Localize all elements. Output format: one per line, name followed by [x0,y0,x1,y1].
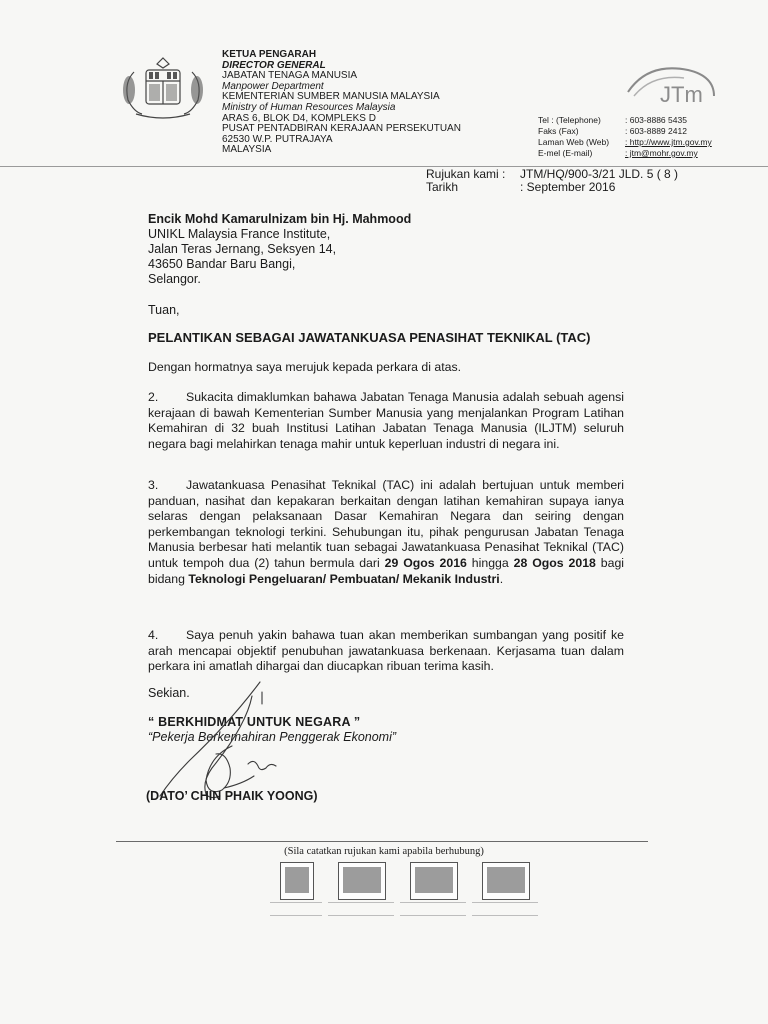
recipient-name: Encik Mohd Kamarulnizam bin Hj. Mahmood [148,212,412,226]
reference-label: Rujukan kami : [426,167,506,181]
recipient-address-line: Jalan Teras Jernang, Seksyen 14, [148,242,337,256]
paragraph-text: Sukacita dimaklumkan bahawa Jabatan Tenaga Manusia adalah sebuah agensi kerajaan di bawah Kementerian Sumber Manusia yang menjalankan Program Latihan Kemahiran di 32 buah Institusi Latihan Jabatan Tenaga Manusia (ILJTM) seluruh negara bagi melahirkan tenaga mahir untuk keperluan industri di negara ini. [148,390,624,451]
letterhead-line: MALAYSIA [222,144,272,156]
iso-certification-logo [400,862,466,920]
signatory-name: (DATO’ CHIN PHAIK YOONG) [146,789,318,803]
letterhead-line: JABATAN TENAGA MANUSIA [222,70,358,82]
paragraph-number: 4. [148,628,159,642]
letterhead-line: KEMENTERIAN SUMBER MANUSIA MALAYSIA [222,91,440,103]
letter-subject: PELANTIKAN SEBAGAI JAWATANKUASA PENASIHAT TEKNIKAL (TAC) [148,330,591,345]
contact-label: E-mel (E-mail) [538,148,593,158]
recipient-address-line: UNIKL Malaysia France Institute, [148,227,331,241]
contact-row [538,115,712,126]
jtm-logo-text: JTm [660,82,703,107]
paragraph-1: Dengan hormatnya saya merujuk kepada perkara di atas. [148,360,462,374]
contact-row [538,137,712,148]
letterhead-line: Ministry of Human Resources Malaysia [222,101,396,113]
contact-row [538,126,712,137]
paragraph-number: 2. [148,390,159,404]
motto: “ BERKHIDMAT UNTUK NEGARA ” [148,715,361,729]
contact-label: Laman Web (Web) [538,137,610,147]
contact-link[interactable]: : http://www.jtm.gov.my [625,137,712,147]
letterhead-line: Manpower Department [222,80,324,92]
reference-block [426,168,678,194]
letterhead-line: 62530 W.P. PUTRAJAYA [222,133,333,145]
end-date: 28 Ogos 2018 [513,555,596,570]
paragraph-number: 3. [148,478,159,492]
jtm-logo [620,62,720,120]
malaysia-crest-logo [116,54,210,126]
contact-link[interactable]: : jtm@mohr.gov.my [625,148,698,158]
reference-number: JTM/HQ/900-3/21 JLD. 5 ( 8 ) [520,167,679,181]
letterhead-line: KETUA PENGARAH [222,49,317,60]
recipient-block [148,212,411,287]
contact-label: Faks (Fax) [538,126,579,136]
closing-sekian: Sekian. [148,686,190,700]
start-date: 29 Ogos 2016 [384,555,467,570]
contact-value: : 603-8889 2412 [625,126,687,136]
contact-details [538,115,712,159]
letterhead-line: PUSAT PENTADBIRAN KERAJAAN PERSEKUTUAN [222,123,461,135]
letterhead-organisation [222,50,461,156]
contact-row [538,148,712,159]
letterhead-line: ARAS 6, BLOK D4, KOMPLEKS D [222,112,376,124]
certification-logos [270,862,538,920]
handwritten-signature [140,676,310,806]
field-of-study: Teknologi Pengeluaran/ Pembuatan/ Mekanik Industri [188,571,500,586]
iso-certification-logo [270,862,322,920]
paragraph-text: Jawatankuasa Penasihat Teknikal (TAC) ini adalah bertujuan untuk memberi panduan, nasihat dan kepakaran berkaitan dengan latihan kemahiran supaya ianya selaras dengan pelaksanaan Dasar Kemahiran Negara dan seiring dengan perkembangan teknologi terkini. Sehubungan itu, pihak pengurusan Jabatan Tenaga Manusia berbesar hati melantik tuan sebagai Jawatankuasa Penasihat Teknikal (TAC) untuk tempoh dua (2) tahun bermula dari [148,478,624,570]
paragraph-text: hingga [471,555,509,570]
iso-certification-logo [472,862,538,920]
paragraph-text: bagi bidang [148,555,625,586]
paragraph-2 [148,390,624,452]
recipient-address-line: Selangor. [148,272,201,286]
paragraph-4 [148,628,624,675]
contact-label: Tel : (Telephone) [538,115,601,125]
letterhead-line: DIRECTOR GENERAL [222,59,326,71]
footer-divider [116,841,648,842]
paragraph-text: Saya penuh yakin bahawa tuan akan memberikan sumbangan yang positif ke arah mencapai objektif penubuhan jawatankuasa berkenaan. Kerjasama tuan dalam perkara ini amatlah dihargai dan diucapkan ribuan terima kasih. [148,628,624,674]
date-value: : September 2016 [520,180,616,194]
date-label: Tarikh [426,180,459,194]
salutation: Tuan, [148,303,180,317]
recipient-address-line: 43650 Bandar Baru Bangi, [148,257,296,271]
contact-value: : 603-8886 5435 [625,115,687,125]
footer-note: (Sila catatkan rujukan kami apabila berhubung) [284,846,484,857]
paragraph-3: 3. Jawatankuasa Penasihat Teknikal (TAC) ini adalah bertujuan untuk memberi panduan, nasihat dan kepakaran berkaitan dengan latihan kemahiran supaya ianya selaras dengan pelaksanaan Dasar Kemahiran Negara dan seiring dengan perkembangan teknologi terkini. Sehubungan itu, pihak pengurusan Jabatan Tenaga Manusia berbesar hati melantik tuan sebagai Jawatankuasa Penasihat Teknikal (TAC) untuk tempoh dua (2) tahun bermula dari 29 Ogos 2016 hingga 28 Ogos 2018 bagi bidang Teknologi Pengeluaran/ Pembuatan/ Mekanik Industri. [148,478,625,586]
iso-certification-logo [328,862,394,920]
tagline: “Pekerja Berkemahiran Penggerak Ekonomi” [148,730,397,744]
